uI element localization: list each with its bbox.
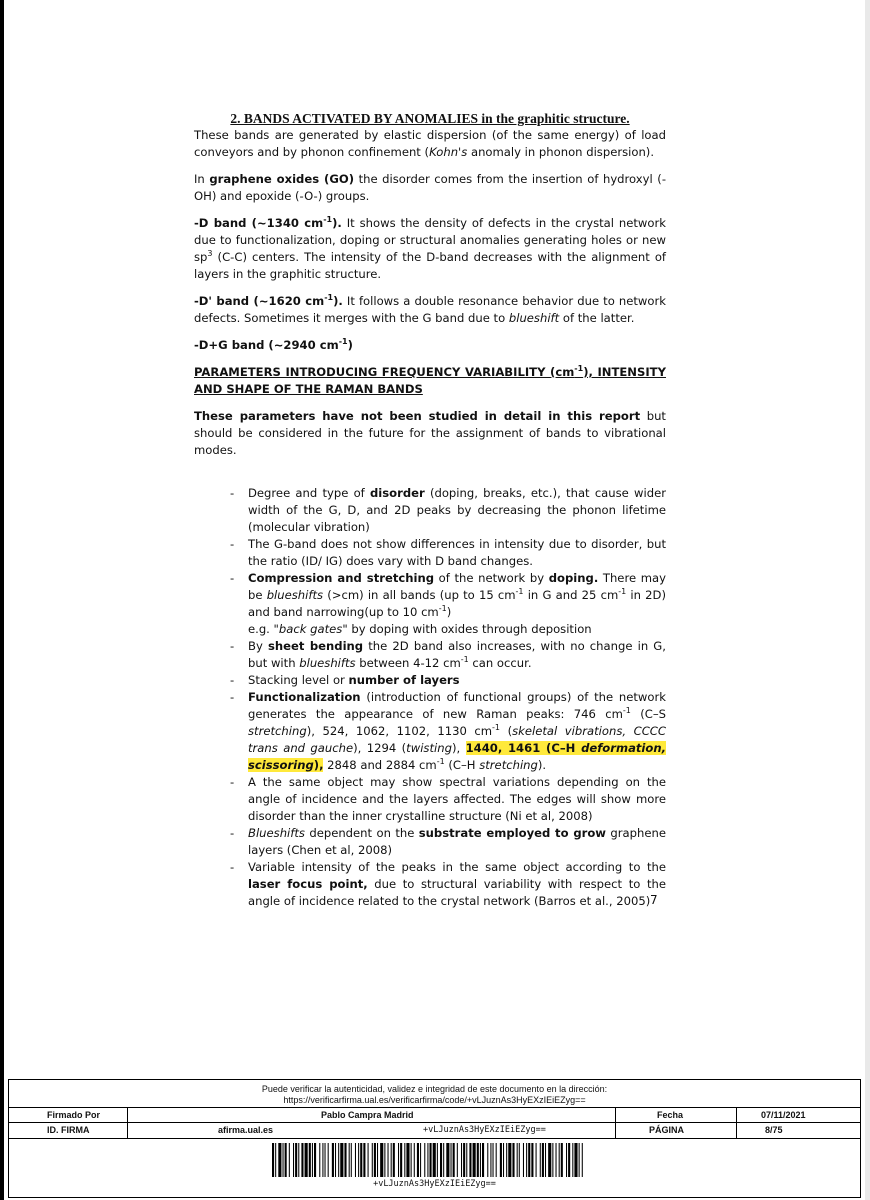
barcode-bar — [440, 1143, 442, 1177]
barcode-bar — [384, 1143, 385, 1177]
date-label: Fecha — [657, 1110, 684, 1120]
barcode-bar — [572, 1143, 573, 1177]
barcode-bar — [453, 1143, 455, 1177]
barcode-bar — [579, 1143, 580, 1177]
list-item: - The G-band does not show differences in intensity due to disorder, but the ratio (ID/ IG) does vary with D band changes. — [194, 536, 666, 570]
barcode-bar — [400, 1143, 402, 1177]
barcode-bar — [295, 1143, 297, 1177]
page-count: 8/75 — [765, 1125, 783, 1135]
barcode-bar — [540, 1143, 541, 1177]
barcode-bar — [391, 1143, 392, 1177]
page-label: PÁGINA — [649, 1125, 685, 1135]
barcode-bar — [332, 1143, 334, 1177]
barcode-bar — [466, 1143, 467, 1177]
barcode-text: +vLJuznAs3HyEXzIEiEZyg== — [373, 1179, 496, 1189]
list-item: - Compression and stretching of the network by doping. There may be blueshifts (>cm) in all bands (up to 15 $cm^{-1}$ in G and 25 $cm^{-1}$ in 2D) and band narrowing(up to 10 $cm^{-1}$) e.g. "back gates" by doping with oxides through deposition — [194, 570, 666, 638]
barcode-bar — [473, 1143, 476, 1177]
id-label: ID. FIRMA — [47, 1125, 90, 1135]
barcode-bar — [559, 1143, 560, 1177]
list-item: - Variable intensity of the peaks in the same object according to the laser focus point, due to structural variability with respect to the angle of incidence related to the crystal network (Barros et al., 2005) — [194, 859, 666, 910]
barcode-bar — [388, 1143, 389, 1177]
barcode-bar — [457, 1143, 458, 1177]
barcode-bar — [411, 1143, 412, 1177]
barcode-bar — [355, 1143, 356, 1177]
list-item: - Functionalization (introduction of functional groups) of the network generates the appearance of new Raman peaks: 746 $cm^{-1}$ (C–S stretching), 524, 1062, 1102, 1130 $cm^{-1}$ (skeletal vibrations, CCCC trans and gauche), 1294 (twisting), 1440, 1461 (C–H deformation, scissoring), 2848 and 2884 $cm^{-1}$ (C–H stretching). — [194, 689, 666, 774]
barcode-bar — [482, 1143, 484, 1177]
document-body — [194, 110, 666, 910]
barcode-bar — [309, 1143, 311, 1177]
section-title: 2. BANDS ACTIVATED BY ANOMALIES in the graphitic structure. — [230, 111, 630, 126]
left-page-edge — [0, 0, 4, 1200]
barcode-bar — [298, 1143, 299, 1177]
barcode-bar — [477, 1143, 479, 1177]
barcode-bar — [531, 1143, 533, 1177]
barcode-bar — [340, 1143, 343, 1177]
barcode-bar — [285, 1143, 287, 1177]
d-prime-band-paragraph: -D' band (~1620 $cm^{-1}$). It follows a double resonance behavior due to network defects. Sometimes it merges with the G band due to blueshift of the latter. — [194, 293, 666, 325]
id-host: afirma.ual.es — [218, 1125, 274, 1135]
barcode-bar — [314, 1143, 316, 1177]
signer-name: Pablo Campra Madrid — [321, 1110, 414, 1120]
barcode-bar — [325, 1143, 326, 1177]
barcode-bar — [561, 1143, 563, 1177]
barcode-bar — [451, 1143, 452, 1177]
barcode-bar — [420, 1143, 421, 1177]
barcode-bar — [519, 1143, 520, 1177]
barcode-bar — [349, 1143, 350, 1177]
barcode-bar — [406, 1143, 409, 1177]
barcode-bar — [523, 1143, 524, 1177]
barcode-bar — [430, 1143, 432, 1177]
barcode-bar — [582, 1143, 583, 1177]
barcode-bar — [574, 1143, 577, 1177]
barcode-bar — [275, 1143, 276, 1177]
barcode-bar — [319, 1143, 320, 1177]
signature-footer — [8, 1079, 861, 1198]
barcode-bar — [377, 1143, 378, 1177]
page-number: 7 — [650, 893, 658, 907]
barcode-bar — [380, 1143, 383, 1177]
barcode-bar — [289, 1143, 290, 1177]
barcode-bar — [374, 1143, 376, 1177]
barcode-bar — [424, 1143, 425, 1177]
barcode-bar — [552, 1143, 553, 1177]
barcode-bar — [545, 1143, 546, 1177]
barcode-bar — [301, 1143, 303, 1177]
barcode-bar — [322, 1143, 323, 1177]
barcode-bar — [508, 1143, 511, 1177]
barcode-bar — [372, 1143, 373, 1177]
barcode-bar — [358, 1143, 359, 1177]
list-item: - By sheet bending the 2D band also increases, with no change in G, but with blueshifts between 4-12 $cm^{-1}$ can occur. — [194, 638, 666, 672]
barcode-bar — [463, 1143, 465, 1177]
barcode-bar — [469, 1143, 471, 1177]
barcode-bar — [556, 1143, 557, 1177]
signature-date: 07/11/2021 — [761, 1110, 806, 1120]
barcode-bar — [526, 1143, 527, 1177]
barcode-bar — [338, 1143, 339, 1177]
barcode-bar — [344, 1143, 346, 1177]
verify-notice: Puede verificar la autenticidad, validez e integridad de este documento en la dirección: — [261, 1084, 608, 1094]
barcode-bar — [437, 1143, 438, 1177]
barcode-bar — [393, 1143, 395, 1177]
parameters-list — [194, 485, 666, 910]
signature-id: +vLJuznAs3HyEXzIEiEZyg== — [423, 1125, 546, 1135]
right-page-edge — [865, 0, 870, 1200]
barcode-bar — [480, 1143, 481, 1177]
list-item: - A the same object may show spectral variations depending on the angle of incidence and the layers affected. The edges will show more disorder than the inner crystalline structure (Ni et al, 2008) — [194, 774, 666, 825]
barcode-bar — [493, 1143, 494, 1177]
barcode-bar — [278, 1143, 281, 1177]
barcode-bar — [528, 1143, 530, 1177]
d-band-paragraph: -D band (~1340 $cm^{-1}$). It shows the density of defects in the crystal network due to functionalization, doping or structural anomalies generating holes or new $sp^3$ (C-C) centers. The intensity of the D-band decreases with the alignment of layers in the graphitic structure. — [194, 215, 666, 281]
barcode-bar — [536, 1143, 537, 1177]
barcode-bar — [417, 1143, 419, 1177]
barcode-bar — [312, 1143, 313, 1177]
barcode-bar — [446, 1143, 449, 1177]
barcode-bar — [500, 1143, 502, 1177]
barcode-bar — [461, 1143, 462, 1177]
barcode-bar — [427, 1143, 428, 1177]
barcode — [272, 1143, 584, 1177]
barcode-bar — [328, 1143, 329, 1177]
d-g-band-paragraph: -D+G band (~2940 $cm^{-1}$) — [194, 337, 353, 352]
barcode-bar — [414, 1143, 415, 1177]
barcode-bar — [490, 1143, 491, 1177]
barcode-bar — [542, 1143, 544, 1177]
barcode-bar — [503, 1143, 504, 1177]
barcode-bar — [368, 1143, 369, 1177]
barcode-bar — [351, 1143, 352, 1177]
barcode-bar — [398, 1143, 399, 1177]
barcode-bar — [568, 1143, 570, 1177]
barcode-bar — [443, 1143, 444, 1177]
barcode-bar — [548, 1143, 551, 1177]
barcode-bar — [363, 1143, 365, 1177]
signed-by-label: Firmado Por — [47, 1110, 101, 1120]
list-item: - Blueshifts dependent on the substrate employed to grow graphene layers (Chen et al, 2008) — [194, 825, 666, 859]
list-item: - Stacking level or number of layers — [194, 672, 666, 689]
barcode-bar — [283, 1143, 284, 1177]
intro-paragraph: These bands are generated by elastic dispersion (of the same energy) of load conveyors and by phonon confinement (Kohn's anomaly in phonon dispersion). — [194, 128, 666, 159]
list-item: - Degree and type of disorder (doping, breaks, etc.), that cause wider width of the G, D, and 2D peaks by decreasing the phonon lifetime (molecular vibration) — [194, 485, 666, 536]
barcode-bar — [305, 1143, 308, 1177]
barcode-bar — [566, 1143, 567, 1177]
barcode-bar — [272, 1143, 274, 1177]
barcode-bar — [496, 1143, 497, 1177]
graphene-oxide-paragraph: In graphene oxides (GO) the disorder comes from the insertion of hydroxyl (-OH) and epoxide (-O-) groups. — [194, 172, 667, 203]
barcode-bar — [360, 1143, 362, 1177]
barcode-bar — [506, 1143, 507, 1177]
barcode-bar — [512, 1143, 514, 1177]
barcode-bar — [335, 1143, 336, 1177]
parameters-note: These parameters have not been studied in detail in this report but should be considered in the future for the assignment of bands to vibrational modes. — [194, 409, 666, 457]
parameters-heading: PARAMETERS INTRODUCING FREQUENCY VARIABILITY $(cm^{-1})$, INTENSITY AND SHAPE OF THE RAMAN BANDS — [194, 364, 666, 396]
barcode-bar — [433, 1143, 436, 1177]
highlighted-text: 1440, 1461 (C–H deformation, scissoring), — [248, 741, 667, 772]
barcode-bar — [517, 1143, 518, 1177]
barcode-bar — [487, 1143, 488, 1177]
verify-url[interactable]: https://verificarfirma.ual.es/verificarfirma/code/+vLJuznAs3HyEXzIEiEZyg== — [283, 1095, 586, 1105]
barcode-bar — [404, 1143, 405, 1177]
barcode-bar — [293, 1143, 294, 1177]
